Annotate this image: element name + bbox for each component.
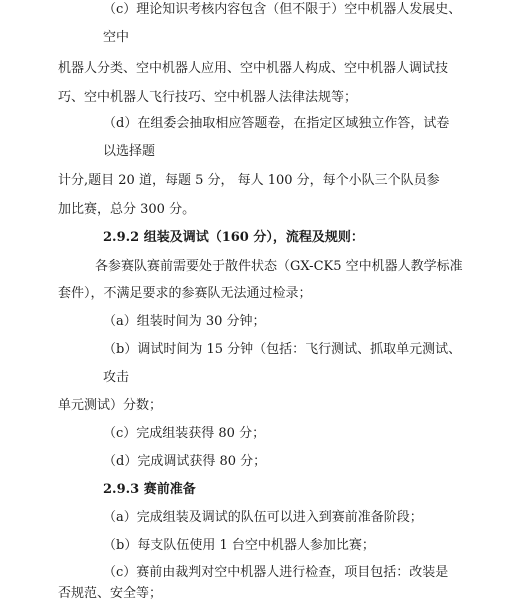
- para-line: 以选择题: [103, 144, 156, 159]
- para-line: 计分,题目 20 道，每题 5 分， 每人 100 分，每个小队三个队员参: [58, 173, 440, 188]
- para-line: （a）组装时间为 30 分钟；: [103, 314, 266, 329]
- para-line: 攻击: [103, 370, 130, 385]
- section-heading: 2.9.2 组装及调试（160 分），流程及规则：: [103, 230, 364, 245]
- para-line: （c）完成组装获得 80 分；: [103, 426, 266, 441]
- para-line: （c）赛前由裁判对空中机器人进行检查，项目包括：改装是: [103, 565, 449, 580]
- para-line: 单元测试）分数；: [58, 398, 163, 413]
- para-line: 加比赛，总分 300 分。: [58, 202, 196, 217]
- para-line: 机器人分类、空中机器人应用、空中机器人构成、空中机器人调试技: [58, 61, 449, 76]
- para-line: 巧、空中机器人飞行技巧、空中机器人法律法规等；: [58, 90, 358, 105]
- para-line: （d）完成调试获得 80 分；: [103, 454, 267, 469]
- para-line: （b）每支队伍使用 1 台空中机器人参加比赛；: [103, 538, 375, 553]
- para-line: 套件），不满足要求的参赛队无法通过检录；: [58, 286, 312, 301]
- para-line: 否规范、安全等；: [58, 586, 163, 601]
- para-line: （b）调试时间为 15 分钟（包括：飞行测试、抓取单元测试、: [103, 342, 462, 357]
- section-heading: 2.9.3 赛前准备: [103, 482, 196, 497]
- para-line: （c）理论知识考核内容包含（但不限于）空中机器人发展史、: [103, 2, 462, 17]
- para-line: 各参赛队赛前需要处于散件状态（GX-CK5 空中机器人教学标准: [95, 259, 463, 274]
- para-line: （d）在组委会抽取相应答题卷，在指定区域独立作答，试卷: [103, 116, 450, 131]
- para-line: （a）完成组装及调试的队伍可以进入到赛前准备阶段；: [103, 510, 423, 525]
- para-line: 空中: [103, 30, 130, 45]
